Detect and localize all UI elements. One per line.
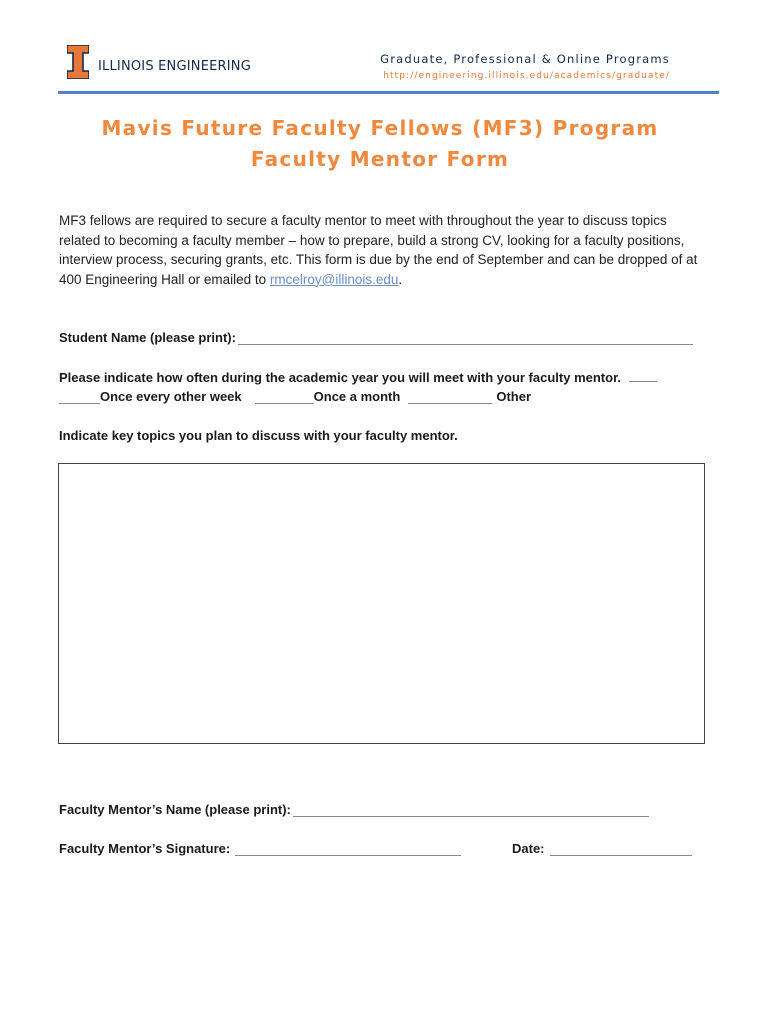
frequency-weekly-blank[interactable] xyxy=(629,370,657,382)
frequency-question xyxy=(59,370,699,385)
student-name-label: Student Name (please print): xyxy=(59,330,236,345)
student-name-row xyxy=(59,330,693,345)
date-field[interactable] xyxy=(550,844,692,856)
date-label: Date: xyxy=(512,841,545,856)
option-every-other-week: Once every other week xyxy=(100,389,242,404)
frequency-question-text: Please indicate how often during the academic year you will meet with your faculty mentor. xyxy=(59,370,622,385)
option-blank-every-other-week[interactable] xyxy=(59,392,100,404)
mentor-name-field[interactable] xyxy=(293,805,649,817)
mentor-name-label: Faculty Mentor’s Name (please print): xyxy=(59,802,291,817)
option-blank-other[interactable] xyxy=(408,392,492,404)
signature-row xyxy=(59,841,461,856)
option-blank-once-a-month[interactable] xyxy=(255,392,314,404)
page-header xyxy=(0,0,770,96)
option-other: Other xyxy=(496,389,531,404)
form-title-line-2: Faculty Mentor Form xyxy=(250,147,510,171)
signature-field[interactable] xyxy=(235,844,461,856)
frequency-options xyxy=(59,389,531,404)
logo-text: ILLINOIS ENGINEERING xyxy=(98,59,251,74)
option-once-a-month: Once a month xyxy=(313,389,401,404)
illinois-block-i-icon xyxy=(67,45,89,79)
intro-text: MF3 fellows are required to secure a faculty mentor to meet with throughout the year to discuss topics related to becoming a faculty member – how to prepare, build a strong CV, looking for a faculty positions, interview process, securing grants, etc. This form is due by the end of September and can be dropped of at 400 Engineering Hall or emailed to xyxy=(59,213,698,287)
topics-textarea[interactable] xyxy=(58,463,705,744)
form-title xyxy=(0,113,760,175)
signature-label: Faculty Mentor’s Signature: xyxy=(59,841,231,856)
program-url[interactable]: http://engineering.illinois.edu/academics/graduate/ xyxy=(383,71,670,81)
intro-text-end: . xyxy=(398,271,403,287)
header-program-info xyxy=(380,52,670,81)
form-title-line-1: Mavis Future Faculty Fellows (MF3) Program xyxy=(101,116,659,140)
header-divider xyxy=(58,91,719,94)
student-name-field[interactable] xyxy=(238,333,693,345)
email-link[interactable]: rmcelroy@illinois.edu xyxy=(269,271,399,287)
mentor-name-row xyxy=(59,802,649,817)
intro-paragraph xyxy=(59,211,709,289)
date-row xyxy=(512,841,692,856)
program-title: Graduate, Professional & Online Programs xyxy=(380,52,670,66)
topics-label: Indicate key topics you plan to discuss with your faculty mentor. xyxy=(59,428,458,443)
